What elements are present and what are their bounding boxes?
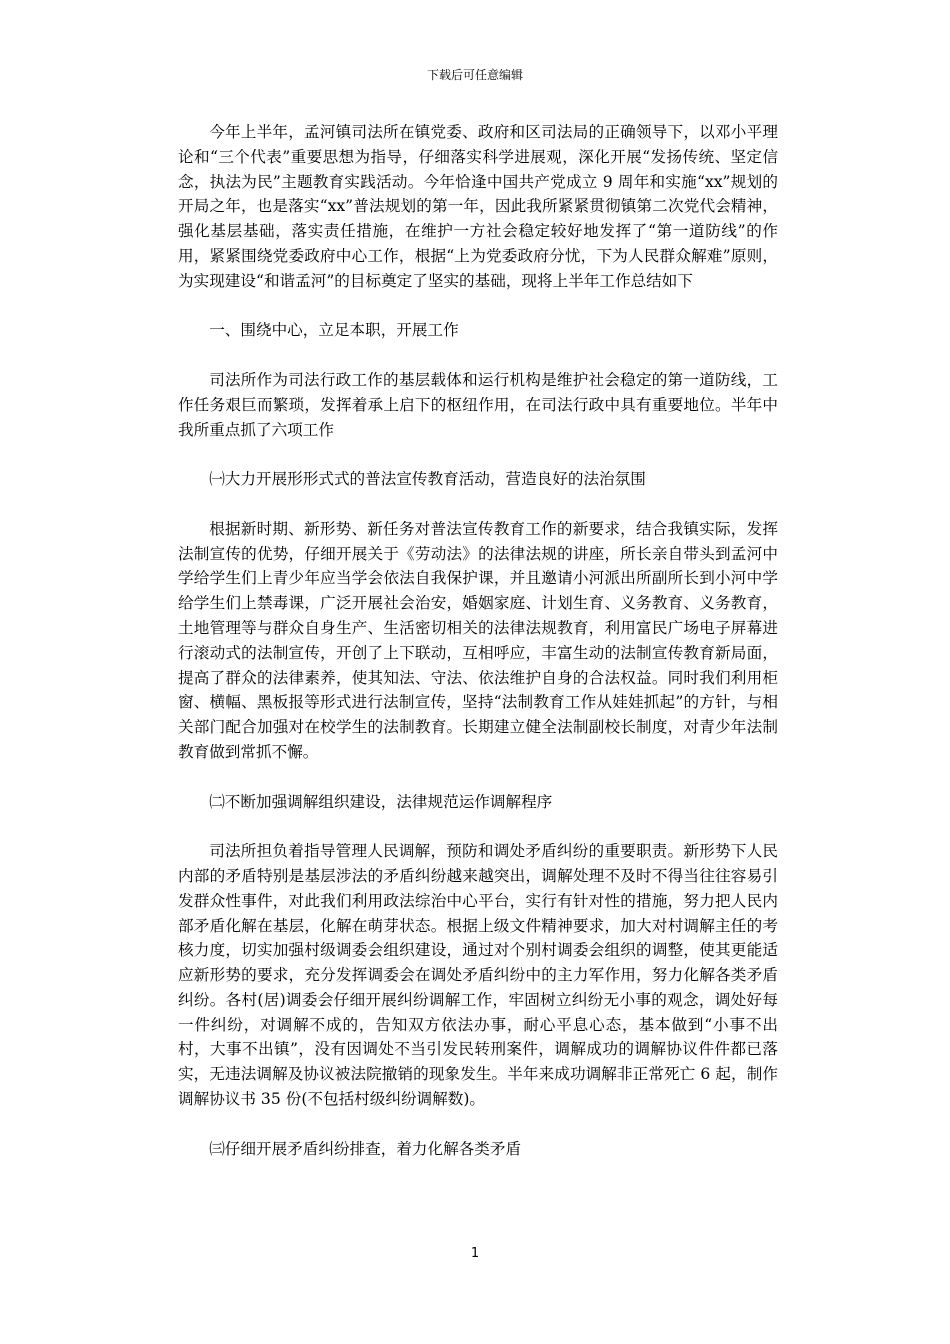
section-heading-1: 一、围绕中心，立足本职，开展工作 [209,321,459,340]
intro-paragraph: 今年上半年，孟河镇司法所在镇党委、政府和区司法局的正确领导下，以邓小平理论和“三个代表”重要思想为指导，仔细落实科学进展观，深化开展“发扬传统、坚定信念，执法为民”主题教育实践活动。今年恰逢中国共产党成立 9 周年和实施“xx”规划的开局之年，也是落实“xx”普法规划的第一年，因此我所紧紧贯彻镇第二次党代会精神，强化基层基础，落实责任措施，在维护一方社会稳定较好地发挥了“第一道防线”的作用，紧紧围绕党委政府中心工作，根据“上为党委政府分忧，下为人民群众解难”原则，为实现建设“和谐孟河”的目标奠定了坚实的基础，现将上半年工作总结如下 [178,123,778,290]
page-header-note: 下载后可任意编辑 [426,68,523,82]
subsection-heading-3: ㈢仔细开展矛盾纠纷排查，着力化解各类矛盾 [209,1139,522,1158]
subsection-1-paragraph: 根据新时期、新形势、新任务对普法宣传教育工作的新要求，结合我镇实际，发挥法制宣传的优势，仔细开展关于《劳动法》的法律法规的讲座，所长亲自带头到孟河中学给学生们上青少年应当学会依法自我保护课，并且邀请小河派出所副所长到小河中学给学生们上禁毒课，广泛开展社会治安，婚姻家庭、计划生育、义务教育、义务教育，土地管理等与群众自身生产、生活密切相关的法律法规教育，利用富民广场电子屏幕进行滚动式的法制宣传，开创了上下联动，互相呼应，丰富生动的法制宣传教育新局面，提高了群众的法律素养，使其知法、守法、依法维护自身的合法权益。同时我们利用柜窗、横幅、黑板报等形式进行法制宣传，坚持“法制教育工作从娃娃抓起”的方针，与相关部门配合加强对在校学生的法制教育。长期建立健全法制副校长制度，对青少年法制教育做到常抓不懈。 [178,519,778,761]
section-1-paragraph: 司法所作为司法行政工作的基层载体和运行机构是维护社会稳定的第一道防线，工作任务艰巨而繁琐，发挥着承上启下的枢纽作用，在司法行政中具有重要地位。半年中我所重点抓了六项工作 [178,370,778,439]
subsection-heading-2: ㈡不断加强调解组织建设，法律规范运作调解程序 [209,792,553,811]
document-body [178,120,778,1186]
subsection-2-paragraph: 司法所担负着指导管理人民调解，预防和调处矛盾纠纷的重要职责。新形势下人民内部的矛盾特别是基层涉法的矛盾纠纷越来越突出，调解处理不及时不得当往往容易引发群众性事件，对此我们利用政法综治中心平台，实行有针对性的措施，努力把人民内部矛盾化解在基层，化解在萌芽状态。根据上级文件精神要求，加大对村调解主任的考核力度，切实加强村级调委会组织建设，通过对个别村调委会组织的调整，使其更能适应新形势的要求，充分发挥调委会在调处矛盾纠纷中的主力军作用，努力化解各类矛盾纠纷。各村(居)调委会仔细开展纠纷调解工作，牢固树立纠纷无小事的观念，调处好每一件纠纷，对调解不成的，告知双方依法办事，耐心平息心态，基本做到“小事不出村，大事不出镇”，没有因调处不当引发民转刑案件，调解成功的调解协议件件都已落实，无违法调解及协议被法院撤销的现象发生。半年来成功调解非正常死亡 6 起，制作调解协议书 35 份(不包括村级纠纷调解数)。 [178,842,778,1109]
page-number: 1 [470,1246,480,1261]
subsection-heading-1: ㈠大力开展形形式式的普法宣传教育活动，营造良好的法治氛围 [209,470,646,489]
